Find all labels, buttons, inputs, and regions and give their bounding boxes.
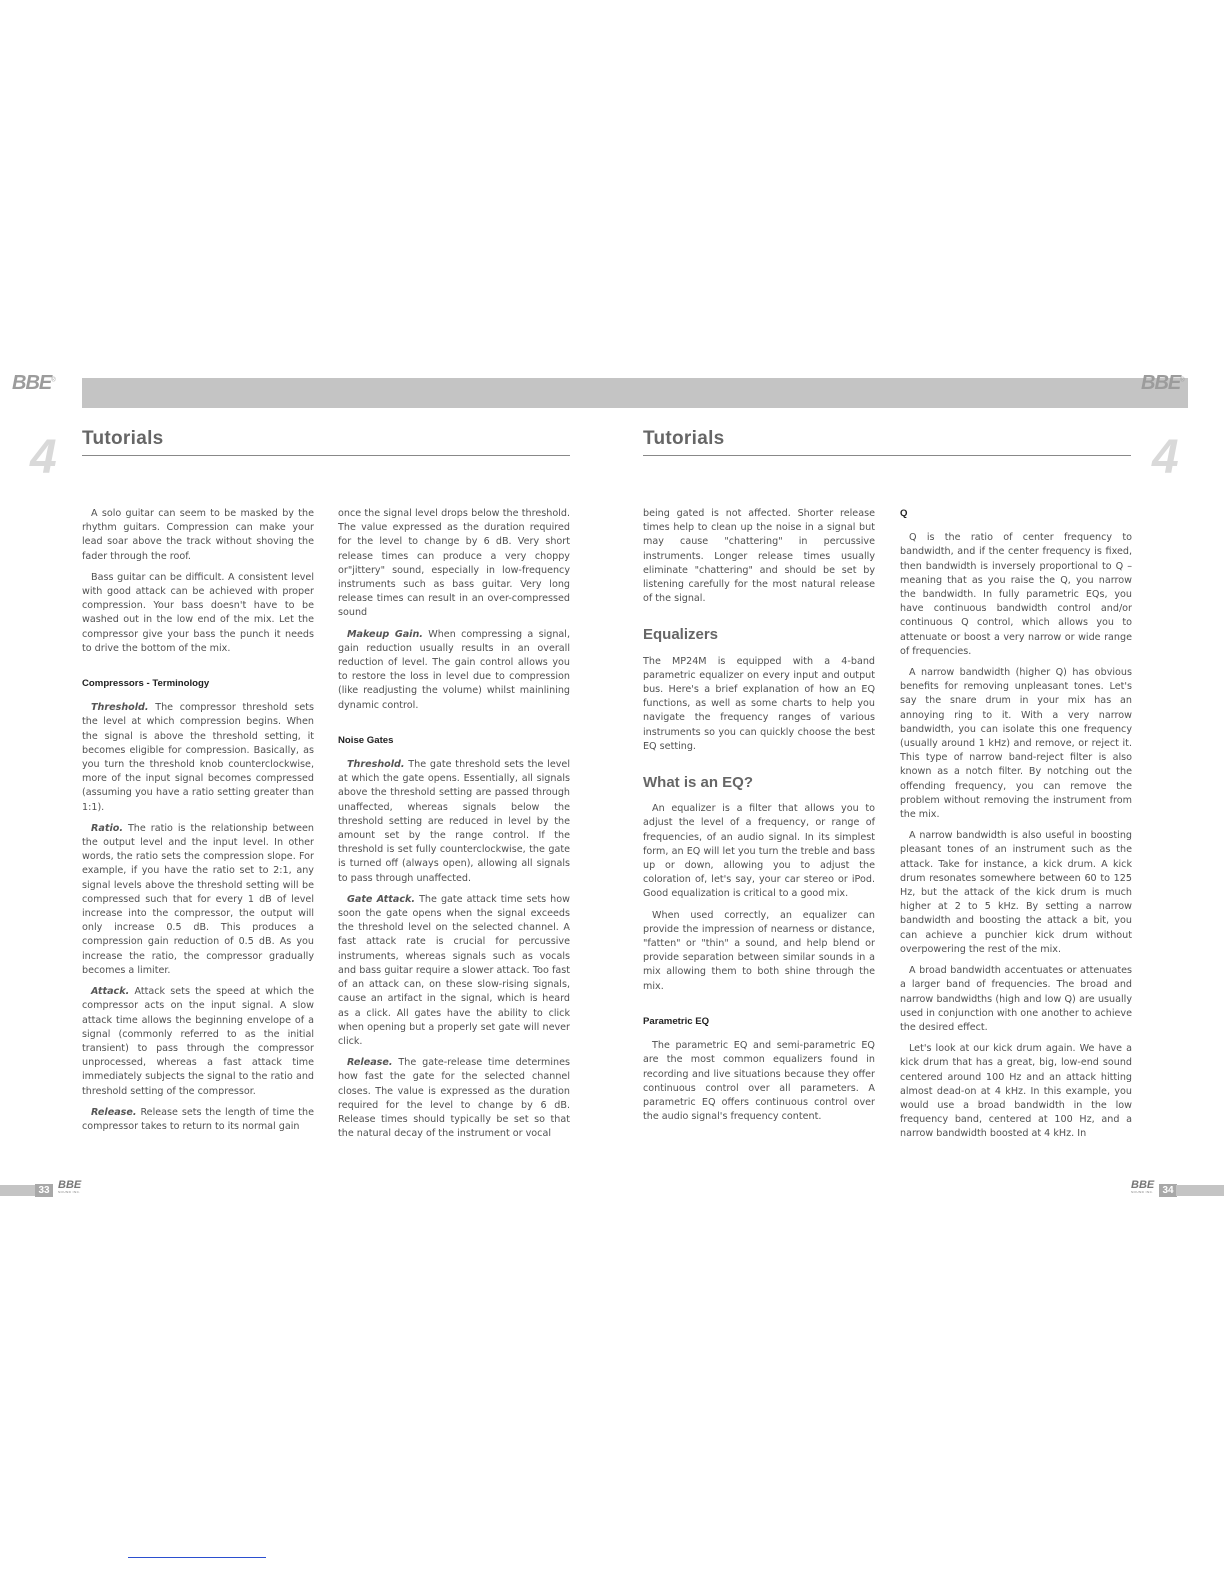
column-1 [82, 507, 314, 1141]
title-rule-left [82, 455, 570, 456]
term-label: Ratio. [91, 822, 123, 834]
footer-logo-left [58, 1180, 81, 1194]
term-label: Release. [347, 1057, 393, 1069]
header-bar [82, 378, 1188, 408]
term-text: The gate attack time sets how soon the gate opens when the signal exceeds the threshold level on the selected channel. A fast attack rate is crucial for percussive instruments, whereas signals such as vocals and bass guitar require a slower attack. Too fast of an attack can, on these slow-rising signals, cause an artifact in the signal, which is heard as a click. All gates have the ability to click when opening but a properly set gate will never click. [338, 893, 570, 1047]
term-text: Release sets the length of time the compressor takes to return to its normal gain [82, 1106, 314, 1132]
footer-logo-sub: SOUND INC. [1131, 1190, 1154, 1194]
paragraph: When used correctly, an equalizer can provide the impression of nearness or distance, "fatten" or "thin" a sound, and help blend or provide separation between similar sounds in a mix allowing them to both shine through the mix. [643, 909, 875, 992]
brand-logo-text: BBE [1141, 372, 1181, 394]
paragraph: The parametric EQ and semi-parametric EQ are the most common equalizers found in recording and live situations because they offer continuous control over all parameters. A parametric EQ offers continuous control over the audio signal's frequency content. [643, 1040, 875, 1123]
paragraph: A narrow bandwidth (higher Q) has obvious benefits for removing unpleasant tones. Let's say the snare drum in your mix has an annoying ring to it. With a very narrow bandwidth, you can isolate this one frequency (usually around 1 kHz) and remove, or reject it. This type of narrow band-reject filter is also known as a notch filter. By notching out the offending frequency, you can remove the problem without removing the instrument from the mix. [900, 667, 1132, 821]
paragraph: Let's look at our kick drum again. We have a kick drum that has a great, big, low-end sound centered around 100 Hz and an attack hitting almost dead-on at 4 kHz. In this example, you would use a broad bandwidth in the low frequency band, centered at 100 Hz, and a narrow bandwidth boosted at 4 kHz. In [900, 1043, 1132, 1140]
paragraph: Bass guitar can be difficult. A consistent level with good attack can be achieved with proper compression. Your bass doesn't have to be washed out in the low end of the mix. Let the compressor give your bass the punch it needs to drive the bottom of the mix. [82, 571, 314, 654]
paragraph: A solo guitar can seem to be masked by the rhythm guitars. Compression can make your lead soar above the track without shoving the fader through the roof. [82, 508, 314, 562]
term-label: Makeup Gain. [347, 628, 423, 640]
brand-logo-right [1141, 372, 1185, 395]
paragraph: Q is the ratio of center frequency to bandwidth, and if the center frequency is fixed, then bandwidth is inversely proportional to Q – meaning that as you raise the Q, you narrow the bandwidth. In fully parametric EQs, you have continuous bandwidth control and/or continuous Q control, which allows you to attenuate or boost a very narrow or wide range of frequencies. [900, 532, 1132, 657]
column-4 [900, 507, 1132, 1149]
term-label: Threshold. [91, 702, 149, 714]
term-paragraph [338, 893, 570, 1049]
column-3 [643, 507, 875, 1131]
section-heading: Compressors - Terminology [82, 678, 210, 690]
footer-logo-text: BBE [58, 1179, 82, 1191]
term-text: The ratio is the relationship between the output level and the input level. In other words, the ratio sets the compression slope. For example, if you have the ratio set to 2:1, any signal levels above the threshold setting will be compressed such that for every 1 dB of level increase into the compressor, the output will only increase 0.5 dB. This produces a compression gain reduction of 0.5 dB. As you increase the ratio, the compressor gradually becomes a limiter. [82, 822, 314, 976]
paragraph: once the signal level drops below the threshold. The value expressed as the duration required for the level to change by 6 dB. Very short release times can produce a very choppy or"jittery" sound, especially in low-frequency instruments such as bass guitar. Very long release times can result in an over-compressed sound [338, 508, 570, 619]
section-heading: Q [900, 508, 908, 519]
footer-bar-left [0, 1185, 36, 1196]
footer-logo-right [1131, 1180, 1154, 1194]
page-title-left: Tutorials [82, 428, 164, 449]
paragraph: A broad bandwidth accentuates or attenuates a larger band of frequencies. The broad and narrow bandwidths (high and low Q) are usually used in conjunction with one another to achieve the desired effect. [900, 965, 1132, 1033]
registered-mark: ® [51, 377, 56, 384]
term-paragraph [338, 1056, 570, 1141]
chapter-number-right: 4 [1152, 431, 1179, 484]
term-text: The compressor threshold sets the level at which compression begins. When the signal is above the threshold setting, it becomes eligible for compression. Basically, as you turn the threshold knob counterclockwise, more of the input signal becomes compressed (assuming you have a ratio setting greater than 1:1). [82, 702, 314, 813]
page-title-right: Tutorials [643, 428, 725, 449]
term-text: The gate threshold sets the level at which the gate opens. Essentially, all signals above the threshold setting are passed through unaffected, whereas signals below the threshold setting are reduced in level by the amount set by the range control. If the threshold is set fully counterclockwise, the gate is turned off (always open), allowing all signals to pass through unaffected. [338, 759, 570, 884]
registered-mark: ® [1180, 377, 1185, 384]
footer-logo-sub: SOUND INC. [58, 1190, 81, 1194]
section-heading: Parametric EQ [643, 1015, 710, 1027]
page-number-right: 34 [1159, 1184, 1177, 1197]
term-label: Attack. [91, 986, 130, 998]
term-text: Attack sets the speed at which the compressor acts on the input signal. A slow attack time allows the beginning envelope of a signal (commonly referred to as the initial transient) to pass through the compressor unprocessed, whereas a fast attack time immediately subjects the signal to the ratio and threshold setting of the compressor. [82, 986, 314, 1097]
brand-logo-text: BBE [12, 372, 52, 394]
term-label: Threshold. [347, 759, 405, 771]
paragraph: An equalizer is a filter that allows you to adjust the level of a frequency, or range of frequencies, of an audio signal. In its simplest form, an EQ will let you turn the treble and bass up or down, allowing you to adjust the coloration of, let's say, your car stereo or iPod. Good equalization is critical to a good mix. [643, 803, 875, 900]
title-rule-right [643, 455, 1131, 456]
page-number-left: 33 [35, 1184, 53, 1197]
paragraph: being gated is not affected. Shorter release times help to clean up the noise in a signal but may cause "chattering" in percussive instruments. Longer release times usually eliminate "chattering" and should be set by listening carefully for the most natural release of the signal. [643, 508, 875, 605]
chapter-number-left: 4 [30, 431, 57, 484]
footer-logo-text: BBE [1131, 1179, 1155, 1191]
column-2 [338, 507, 570, 1148]
paragraph: A narrow bandwidth is also useful in boosting pleasant tones of an instrument such as the attack. Take for instance, a kick drum. A kick drum resonates somewhere between 60 to 125 Hz, but the attack of the kick drum is much higher at 2 to 5 kHz. By setting a narrow bandwidth and boosting the attack a bit, you can achieve a punchier kick drum without overpowering the rest of the mix. [900, 830, 1132, 955]
term-text: When compressing a signal, gain reduction usually results in an overall reduction of level. The gain control allows you to restore the loss in level due to compression (like readjusting the volume) whilst mainlining dynamic control. [338, 628, 570, 711]
term-text: The gate-release time determines how fast the gate for the selected channel closes. The value is expressed as the duration required for the level to change by 6 dB. Release times should typically be set so that the natural decay of the instrument or vocal [338, 1057, 570, 1140]
term-paragraph [82, 1106, 314, 1134]
term-paragraph [82, 701, 314, 815]
brand-logo-left [12, 372, 56, 395]
term-paragraph [338, 758, 570, 886]
term-label: Gate Attack. [347, 893, 416, 905]
section-heading-large: What is an EQ? [643, 774, 754, 792]
section-heading-large: Equalizers [643, 626, 719, 644]
section-heading: Noise Gates [338, 734, 394, 746]
term-paragraph [338, 628, 570, 713]
bottom-link-underline [128, 1557, 266, 1558]
footer-bar-right [1176, 1185, 1224, 1196]
term-label: Release. [91, 1106, 137, 1118]
term-paragraph [82, 822, 314, 978]
term-paragraph [82, 985, 314, 1099]
paragraph: The MP24M is equipped with a 4-band parametric equalizer on every input and output bus. Here's a brief explanation of how an EQ functions, as well as some charts to help you navigate the frequency ranges of various instruments so you can quickly choose the best EQ setting. [643, 655, 875, 752]
